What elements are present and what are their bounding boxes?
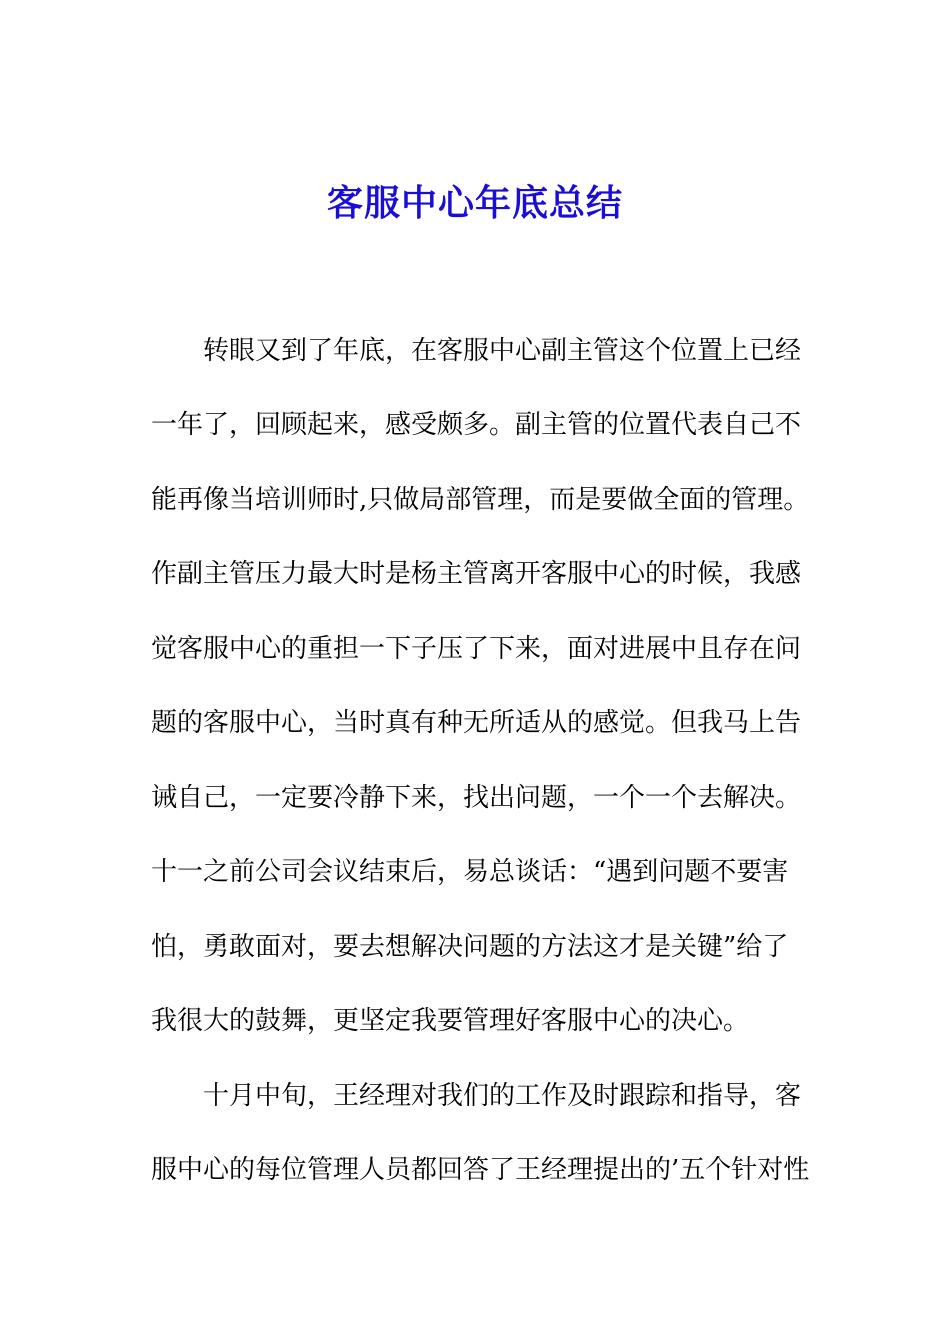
paragraph-1-line-8: 十一之前公司会议结束后，易总谈话：“遇到问题不要害 (151, 857, 789, 887)
paragraph-1-line-5: 觉客服中心的重担一下子压了下来，面对进展中且存在问 (151, 634, 802, 664)
paragraph-1-line-3: 能再像当培训师时,只做局部管理，而是要做全面的管理。 (151, 485, 810, 515)
paragraph-1-line-7: 诫自己，一定要冷静下来，找出问题，一个一个去解决。 (151, 783, 802, 813)
document-title: 客服中心年底总结 (326, 183, 623, 224)
paragraph-1-line-10: 我很大的鼓舞，更坚定我要管理好客服中心的决心。 (151, 1006, 750, 1036)
paragraph-1-line-6: 题的客服中心，当时真有种无所适从的感觉。但我马上告 (151, 708, 802, 738)
paragraph-1-line-9: 怕，勇敢面对，要去想解决问题的方法这才是关键”给了 (151, 932, 789, 962)
paragraph-2-line-1: 十月中旬，王经理对我们的工作及时跟踪和指导，客 (203, 1081, 802, 1111)
paragraph-1-line-4: 作副主管压力最大时是杨主管离开客服中心的时候，我感 (151, 559, 802, 589)
paragraph-1-line-1: 转眼又到了年底，在客服中心副主管这个位置上已经 (203, 336, 802, 366)
paragraph-2-line-2: 服中心的每位管理人员都回答了王经理提出的’五个针对性 (151, 1155, 810, 1185)
paragraph-1-line-2: 一年了，回顾起来，感受颇多。副主管的位置代表自己不 (151, 410, 802, 440)
